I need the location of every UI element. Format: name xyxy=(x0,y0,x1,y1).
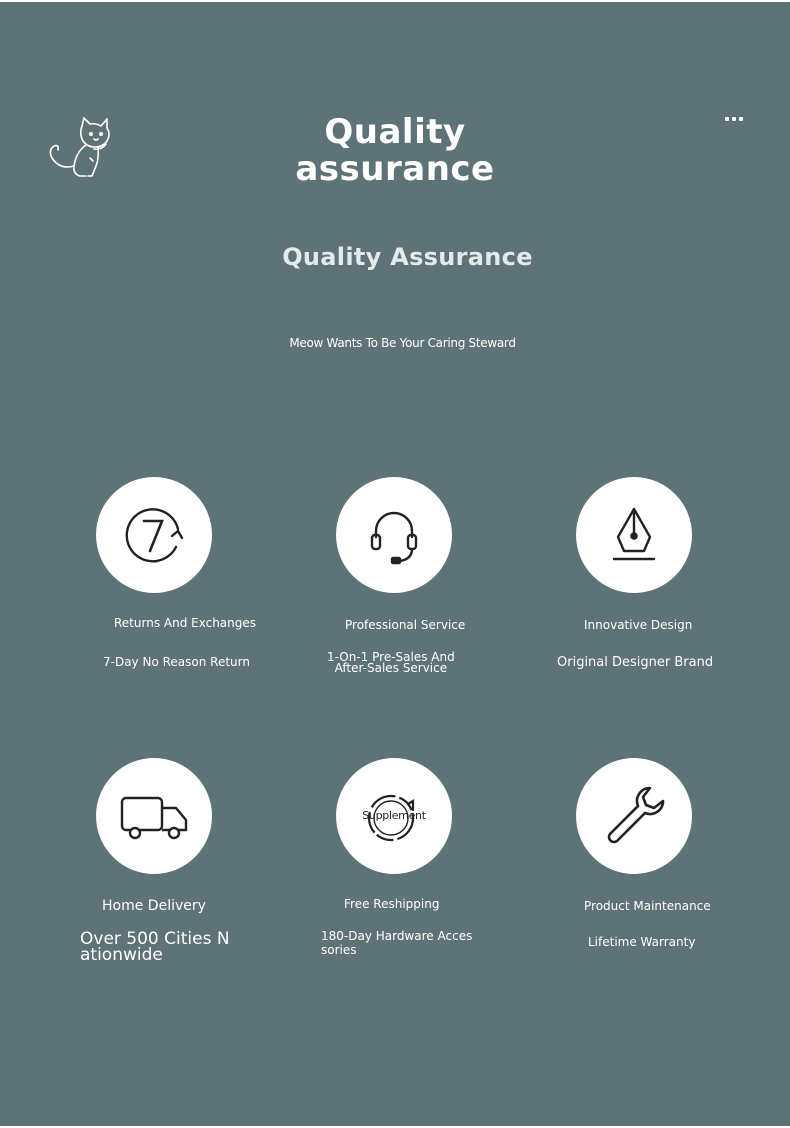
feature-desc-maintenance: Lifetime Warranty xyxy=(588,935,696,949)
tagline: Meow Wants To Be Your Caring Steward xyxy=(289,336,516,350)
section-subtitle: Quality Assurance xyxy=(282,243,533,271)
feature-desc-reshipping xyxy=(321,929,472,957)
quality-assurance-poster xyxy=(0,2,790,1126)
delivery-icon-circle xyxy=(96,758,212,874)
supplement-icon-text: Supplement xyxy=(362,809,426,822)
feature-label-returns: Returns And Exchanges xyxy=(114,616,257,630)
service-icon-circle xyxy=(336,477,452,593)
feature-desc-design: Original Designer Brand xyxy=(557,655,714,670)
title-line-1: Quality xyxy=(324,112,466,152)
headset-icon xyxy=(360,501,428,569)
feature-label-design: Innovative Design xyxy=(584,618,693,632)
wrench-icon xyxy=(600,782,668,850)
feature-desc-service xyxy=(327,652,455,674)
feature-desc-service-line1: 1-On-1 Pre-Sales And xyxy=(327,650,455,664)
feature-desc-delivery-line1: Over 500 Cities N xyxy=(80,929,230,949)
feature-label-service: Professional Service xyxy=(345,618,466,632)
title-line-2: assurance xyxy=(295,149,495,189)
feature-desc-reshipping-line1: 180-Day Hardware Acces xyxy=(321,929,473,943)
reshipping-icon-circle xyxy=(336,758,452,874)
maintenance-icon-circle xyxy=(576,758,692,874)
feature-desc-returns: 7-Day No Reason Return xyxy=(103,655,250,669)
returns-icon-circle xyxy=(96,477,212,593)
feature-desc-delivery xyxy=(80,931,230,963)
feature-desc-reshipping-line2: sories xyxy=(321,943,357,957)
page-title xyxy=(0,114,790,188)
feature-label-delivery: Home Delivery xyxy=(102,898,206,914)
design-icon-circle xyxy=(576,477,692,593)
feature-desc-delivery-line2: ationwide xyxy=(80,945,163,965)
seven-day-return-icon xyxy=(120,501,188,569)
feature-label-reshipping: Free Reshipping xyxy=(344,897,440,911)
pen-nib-icon xyxy=(600,501,668,569)
feature-label-maintenance: Product Maintenance xyxy=(584,899,711,913)
feature-desc-service-line2: After-Sales Service xyxy=(334,661,448,675)
delivery-truck-icon xyxy=(118,780,190,852)
